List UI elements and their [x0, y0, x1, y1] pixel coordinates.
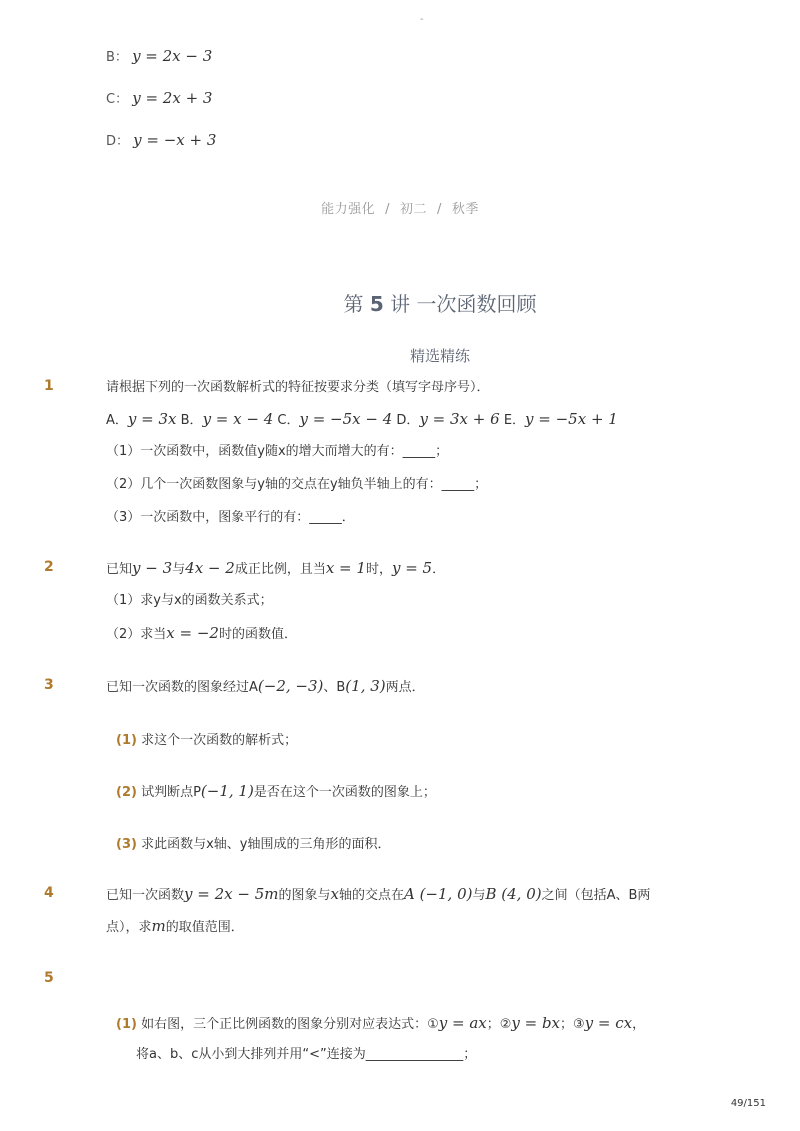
text: 与	[172, 562, 186, 577]
text: 成正比例，且当	[234, 562, 326, 577]
math-expression: 4x − 2	[185, 559, 235, 577]
math-expression: A (−1, 0)	[403, 885, 473, 903]
text: 是否在这个一次函数的图象上；	[253, 785, 436, 800]
option-label: B：	[106, 50, 128, 65]
math-expression: (1, 3)	[345, 677, 386, 695]
part-number: (1)	[116, 1017, 137, 1032]
lecture-prefix: 第	[343, 292, 364, 316]
question-2-stem	[106, 559, 445, 579]
question-1-part-2: （2）几个一次函数图象与y轴的交点在y轴负半轴上的有：_____；	[106, 477, 488, 492]
option-expression: y = −5x − 4	[299, 410, 393, 428]
math-expression: x = −2	[166, 624, 219, 642]
option-expression: y = 2x − 3	[132, 47, 213, 65]
text: 与	[472, 888, 486, 903]
question-number: 4	[44, 885, 54, 901]
math-expression: y = bx	[511, 1014, 561, 1032]
lecture-number: 5	[369, 292, 384, 316]
math-expression: y = 2x − 5m	[184, 885, 279, 903]
question-1-intro: 请根据下列的一次函数解析式的特征按要求分类（填写字母序号）．	[106, 380, 490, 395]
text: ；③	[560, 1017, 585, 1032]
part-number: (1)	[116, 733, 137, 748]
part-number: (3)	[116, 837, 137, 852]
question-3-stem	[106, 677, 425, 697]
option-expression: y = 3x	[127, 410, 177, 428]
top-mark: -	[420, 14, 424, 25]
question-1-options	[106, 410, 618, 430]
math-expression: y = ax	[438, 1014, 487, 1032]
text: ．	[432, 562, 446, 577]
question-3-part-1	[116, 729, 297, 748]
option-expression: y = x − 4	[202, 410, 274, 428]
option-letter: E．	[503, 413, 526, 428]
text: 试判断点P	[141, 785, 201, 800]
question-number: 1	[44, 378, 54, 394]
option-expression: y = 3x + 6	[419, 410, 500, 428]
question-number: 5	[44, 970, 54, 986]
option-expression: y = −5x + 1	[525, 410, 618, 428]
math-expression: y = cx	[584, 1014, 633, 1032]
text: 两点．	[385, 680, 425, 695]
text: 时的函数值．	[218, 627, 297, 642]
text: 的图象与	[278, 888, 331, 903]
option-expression: y = −x + 3	[133, 131, 217, 149]
part-number: (2)	[116, 785, 137, 800]
text: ；②	[486, 1017, 512, 1032]
text: 求这个一次函数的解析式；	[141, 733, 298, 748]
option-d	[106, 130, 216, 149]
option-b	[106, 46, 212, 65]
option-label: D：	[106, 134, 130, 149]
question-3-part-2	[116, 781, 436, 800]
text: 如右图，三个正比例函数的图象分别对应表达式：①	[141, 1017, 439, 1032]
text: 轴的交点在	[338, 888, 404, 903]
text: ，	[632, 1017, 646, 1032]
math-expression: x = 1	[325, 559, 366, 577]
question-1-part-3: （3）一次函数中，图象平行的有：_____．	[106, 510, 355, 525]
breadcrumb-item: 初二	[399, 202, 427, 217]
question-3-part-3	[116, 833, 390, 852]
text: 之间（包括A、B两	[541, 888, 651, 903]
breadcrumb-item: 秋季	[451, 202, 479, 217]
option-c	[106, 88, 212, 107]
question-5-part-1-line-2: 将a、b、c从小到大排列并用“<”连接为_______________；	[136, 1047, 477, 1062]
question-2-part-1: （1）求y与x的函数关系式；	[106, 593, 273, 608]
breadcrumb-separator: /	[437, 202, 442, 217]
text: （2）求当	[106, 627, 167, 642]
page-number: 49/151	[730, 1098, 766, 1109]
math-expression: m	[151, 917, 166, 935]
math-expression: x	[330, 885, 339, 903]
lecture-title	[0, 288, 800, 317]
text: 的取值范围．	[165, 920, 244, 935]
option-letter: B．	[180, 413, 203, 428]
text: 点），求	[106, 920, 152, 935]
question-1-part-1: （1）一次函数中，函数值y随x的增大而增大的有：_____；	[106, 444, 449, 459]
option-letter: A．	[106, 413, 128, 428]
option-expression: y = 2x + 3	[132, 89, 213, 107]
math-expression: y = 5	[391, 559, 433, 577]
section-title: 精选精练	[409, 347, 470, 365]
text: 已知一次函数的图象经过A	[106, 680, 258, 695]
text: 已知	[106, 562, 133, 577]
text: 求此函数与x轴、y轴围成的三角形的面积．	[141, 837, 391, 852]
text: 、B	[323, 680, 346, 695]
lecture-suffix: 讲 一次函数回顾	[390, 292, 537, 316]
text: 时，	[365, 562, 392, 577]
question-number: 2	[44, 559, 54, 575]
question-4-stem	[106, 885, 650, 905]
question-number: 3	[44, 677, 54, 693]
breadcrumb-item: 能力强化	[321, 202, 376, 217]
math-expression: (−1, 1)	[200, 782, 254, 800]
option-letter: D．	[396, 413, 420, 428]
math-expression: B (4, 0)	[485, 885, 542, 903]
question-5-part-1	[116, 1013, 645, 1032]
option-letter: C．	[277, 413, 300, 428]
breadcrumb-separator: /	[385, 202, 390, 217]
math-expression: y − 3	[132, 559, 173, 577]
question-4-line-2	[106, 917, 244, 937]
math-expression: (−2, −3)	[257, 677, 324, 695]
text: 已知一次函数	[106, 888, 185, 903]
breadcrumb	[0, 198, 800, 217]
option-label: C：	[106, 92, 129, 107]
question-2-part-2	[106, 624, 297, 644]
